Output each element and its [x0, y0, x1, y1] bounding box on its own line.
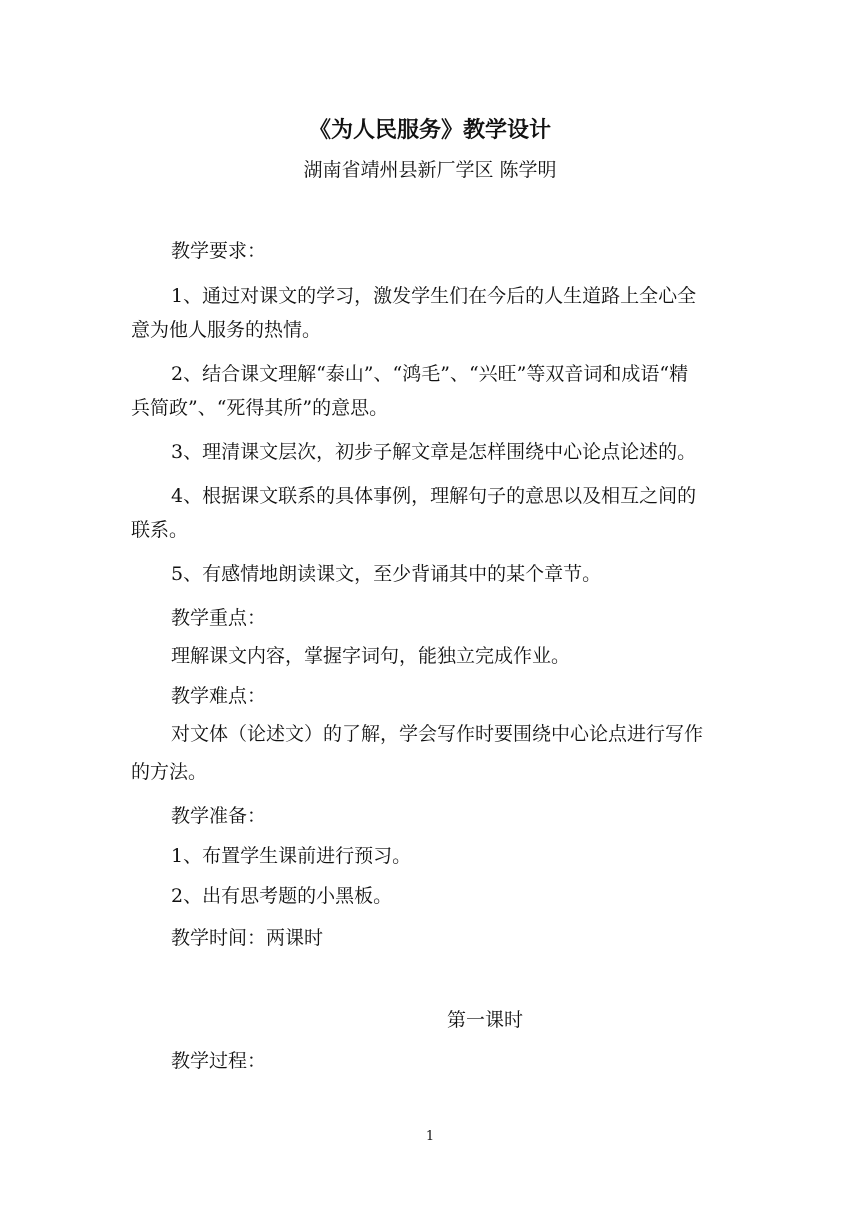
preparation-heading: 教学准备：: [171, 805, 267, 827]
difficulties-heading: 教学难点：: [171, 685, 267, 707]
page-number: 1: [425, 1129, 435, 1144]
requirement-2-line-1: 2、结合课文理解“泰山”、“鸿毛”、“兴旺”等双音词和成语“精: [171, 363, 689, 385]
requirement-5: 5、有感情地朗读课文，至少背诵其中的某个章节。: [171, 563, 602, 585]
requirement-2-line-2: 兵简政”、“死得其所”的意思。: [131, 397, 389, 419]
preparation-2: 2、出有思考题的小黑板。: [171, 885, 393, 907]
requirement-1-line-2: 意为他人服务的热情。: [131, 319, 322, 341]
author-line: 湖南省靖州县新厂学区 陈学明: [303, 159, 557, 181]
requirements-heading: 教学要求：: [171, 240, 267, 262]
requirement-4-line-1: 4、根据课文联系的具体事例，理解句子的意思以及相互之间的: [171, 485, 697, 507]
lesson-heading: 第一课时: [446, 1009, 523, 1031]
document-title: 《为人民服务》教学设计: [308, 117, 551, 143]
teaching-time: 教学时间：两课时: [171, 927, 324, 949]
difficulties-line-1: 对文体（论述文）的了解，学会写作时要围绕中心论点进行写作: [171, 723, 704, 745]
requirement-4-line-2: 联系。: [131, 519, 189, 541]
process-heading: 教学过程：: [171, 1050, 267, 1072]
key-points-text: 理解课文内容，掌握字词句，能独立完成作业。: [171, 645, 571, 667]
difficulties-line-2: 的方法。: [131, 761, 208, 783]
requirement-3: 3、理清课文层次，初步子解文章是怎样围绕中心论点论述的。: [171, 441, 697, 463]
requirement-1-line-1: 1、通过对课文的学习，激发学生们在今后的人生道路上全心全: [171, 285, 697, 307]
preparation-1: 1、布置学生课前进行预习。: [171, 845, 412, 867]
key-points-heading: 教学重点：: [171, 607, 267, 629]
